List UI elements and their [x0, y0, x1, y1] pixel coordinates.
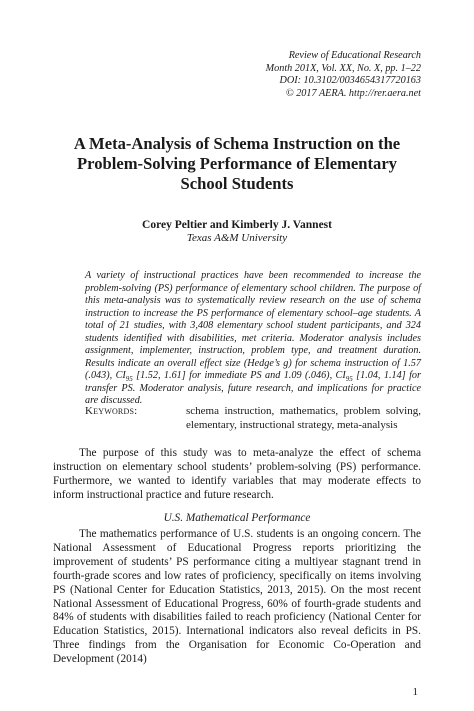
keywords-list: schema instruction, mathematics, problem solving, elementary, instructional strategy, meta-analysis — [186, 405, 421, 431]
copyright-line: © 2017 AERA. http://rer.aera.net — [285, 87, 421, 99]
intro-paragraph: The purpose of this study was to meta-analyze the effect of schema instruction on elementary school students’ problem-solving (PS) performance. Furthermore, we wanted to identify variables that may moderate effects to inform instructional practice and future research. — [53, 447, 421, 501]
ci-subscript-1: 95 — [125, 375, 133, 384]
doi: DOI: 10.3102/0034654317720163 — [279, 75, 421, 87]
page-number: 1 — [412, 686, 418, 698]
abstract-text-part-1: A variety of instructional practices have been recommended to increase the problem-solving (PS) performance of elementary school children. The purpose of this meta-analysis was to systematically review research on the use of schema instruction to increase the PS performance of elementary school–age students. A total of 21 studies, with 3,408 elementary school student participants, and 324 students identified with disabilities, met criteria. Moderator analysis includes assignment, implementer, instruction, problem type, and treatment duration. Results indicate an overall effect size (Hedge’s g) for schema instruction of 1.57 (.043), CI — [85, 270, 421, 381]
affiliation: Texas A&M University — [186, 232, 288, 244]
authors: Corey Peltier and Kimberly J. Vannest — [142, 219, 332, 231]
article-title: A Meta-Analysis of Schema Instruction on the Problem-Solving Performance of Elementary School Students — [73, 134, 401, 193]
abstract-text-part-3: [1.04, 1.14] for transfer PS. Moderator analysis, future research, and implications for practice are discussed. — [85, 370, 421, 406]
section-paragraph: The mathematics performance of U.S. students is an ongoing concern. The National Assessment of Educational Progress reports prioritizing the improvement of students’ PS performance citing a multiyear stagnant trend in fourth-grade scores and low rates of proficiency, specifically on items involving PS (National Center for Education Statistics, 2013, 2015). On the most recent National Assessment of Educational Progress, 60% of fourth-grade students and 84% of students with disabilities failed to reach proficiency (National Center for Education Statistics, 2015). International indicators also reveal deficits in PS. Three findings from the Organisation for Economic Co-Operation and Development (2014) — [53, 528, 421, 666]
keywords-block — [85, 405, 421, 432]
journal-masthead — [266, 50, 421, 100]
abstract-text-part-2: [1.52, 1.61] for immediate PS and 1.09 (.046), CI — [132, 370, 346, 381]
keywords-label: Keywords: — [85, 405, 138, 417]
abstract — [85, 270, 421, 408]
journal-name: Review of Educational Research — [288, 50, 421, 61]
section-heading: U.S. Mathematical Performance — [163, 512, 311, 524]
volume-info: Month 201X, Vol. XX, No. X, pp. 1–22 — [265, 62, 421, 74]
ci-subscript-2: 95 — [345, 375, 353, 384]
